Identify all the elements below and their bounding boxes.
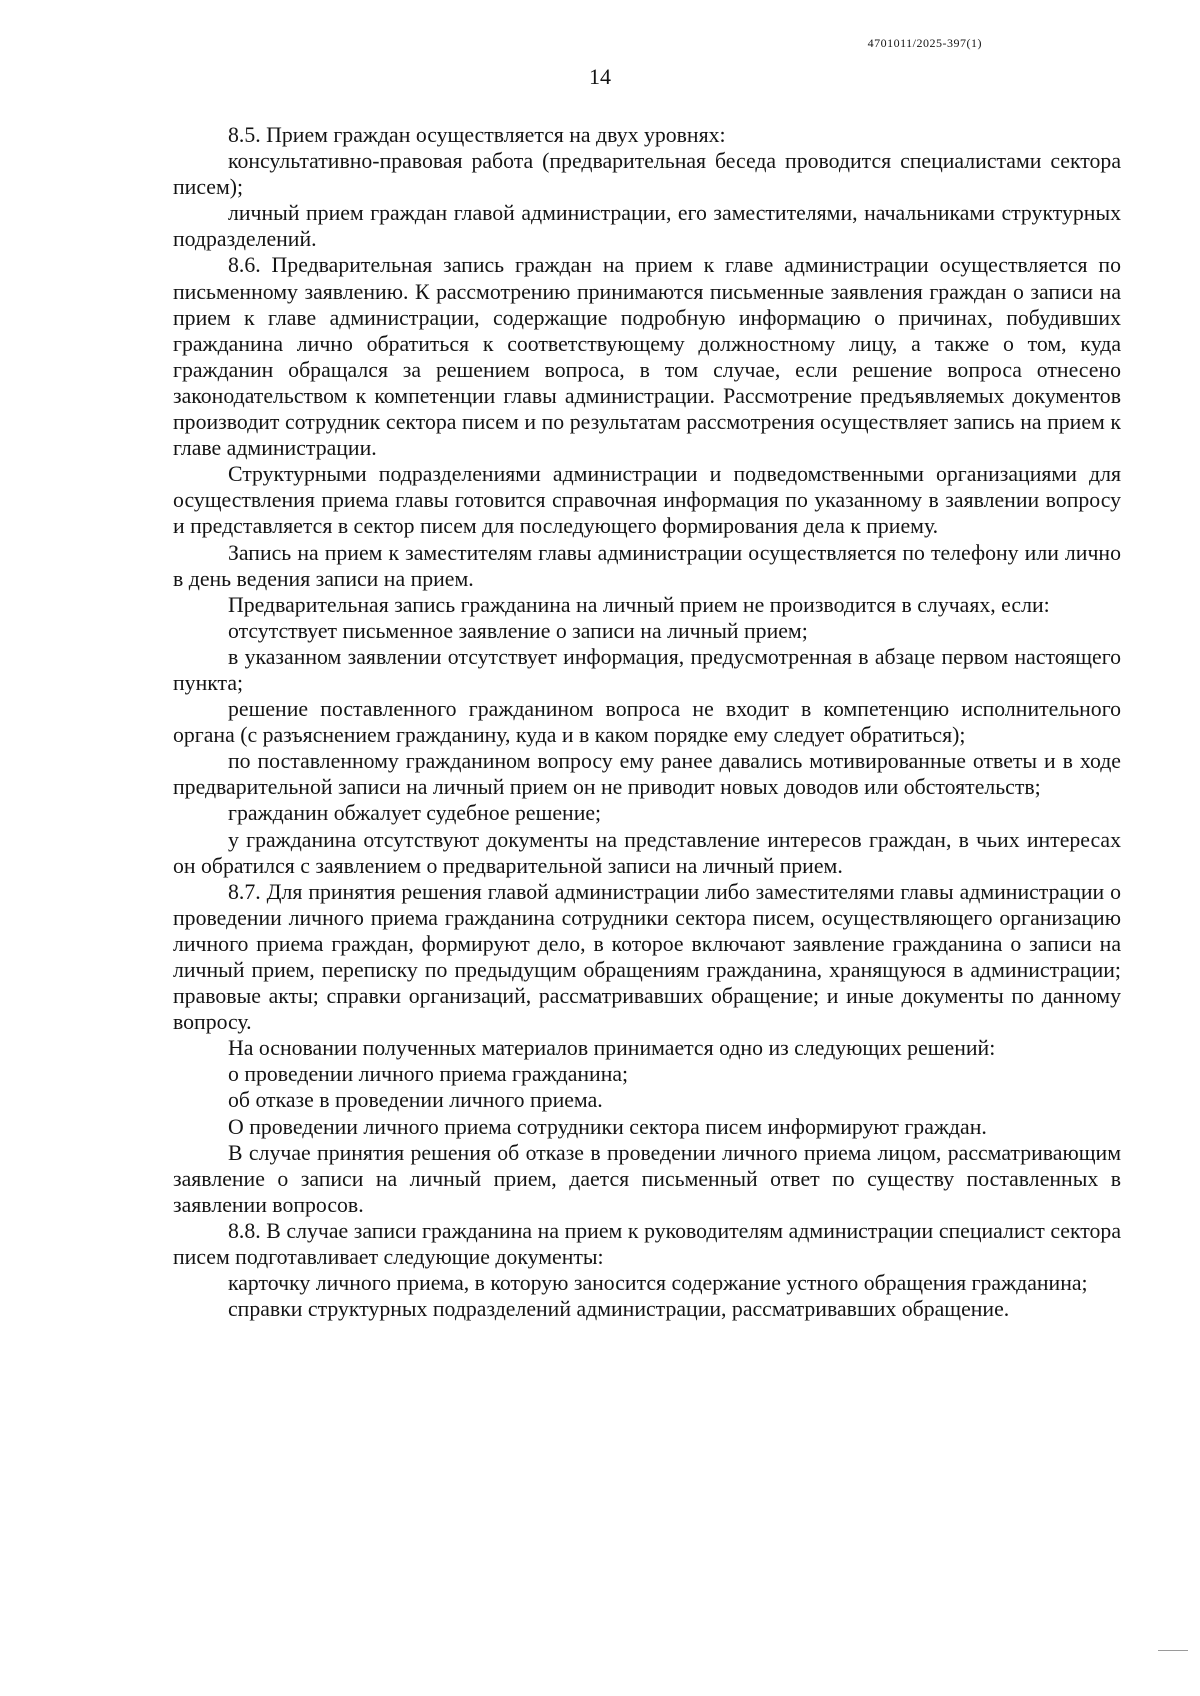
paragraph-refusal-cases: Предварительная запись гражданина на личный прием не производится в случаях, если: [228,592,1050,617]
paragraph-deputy-appointment: Запись на прием к заместителям главы администрации осуществляется по телефону или лично в день ведения записи на прием. [173,540,1121,591]
paragraph-reference-info: Структурными подразделениями администрации и подведомственными организациями для осуществления приема главы готовится справочная информация по указанному в заявлении вопросу и представляется в сектор писем для последующего формирования дела к приему. [173,462,1121,539]
paragraph-refusal-answer: В случае принятия решения об отказе в проведении личного приема лицом, рассматривающим заявление о записи на личный прием, дается письменный ответ по существу поставленных в заявлении вопросов. [173,1140,1121,1217]
page-edge-mark [1158,1650,1188,1651]
paragraph-8-5: 8.5. Прием граждан осуществляется на двух уровнях: [228,123,726,147]
paragraph-8-6: 8.6. Предварительная запись граждан на прием к главе администрации осуществляется по письменному заявлению. К рассмотрению принимаются письменные заявления граждан о записи на прием к главе администрации, содержащие подробную информацию о причинах, побудивших гражданина лично обратиться к соответствующему должностному лицу, а также о том, куда гражданин обращался за решением вопроса, в том случае, если решение вопроса отнесено законодательством к компетенции главы администрации. Рассмотрение предъявляемых документов производит сотрудник сектора писем и по результатам рассмотрения осуществляет запись на прием к главе администрации. [173,253,1121,461]
list-item-missing-info: в указанном заявлении отсутствует информация, предусмотренная в абзаце первом настоящего пункта; [173,644,1121,695]
list-item-department-reports: справки структурных подразделений администрации, рассматривавших обращение. [228,1297,1010,1322]
paragraph-personal-reception-level: личный прием граждан главой администрации, его заместителями, начальниками структурных подразделений. [173,201,1121,252]
list-item-no-authority-docs: у гражданина отсутствуют документы на представление интересов граждан, в чьих интересах он обратился с заявлением о предварительной записи на личный прием. [173,827,1121,878]
list-item-not-competent: решение поставленного гражданином вопроса не входит в компетенцию исполнительного органа (с разъяснением гражданину, куда и в каком порядке ему следует обратиться); [173,697,1121,748]
list-item-refuse-reception: об отказе в проведении личного приема. [228,1088,603,1113]
paragraph-inform-citizens: О проведении личного приема сотрудники сектора писем информируют граждан. [228,1114,987,1139]
list-item-court-decision: гражданин обжалует судебное решение; [228,801,602,826]
list-item-repeated-question: по поставленному гражданином вопросу ему ранее давались мотивированные ответы и в ходе предварительной записи на личный прием он не приводит новых доводов или обстоятельств; [173,749,1121,800]
list-item-conduct-reception: о проведении личного приема гражданина; [228,1062,629,1087]
paragraph-8-7: 8.7. Для принятия решения главой администрации либо заместителями главы администрации о проведении личного приема гражданина сотрудники сектора писем, осуществляющего организацию личного приема граждан, формируют дело, в которое включают заявление гражданина о записи на личный прием, переписку по предыдущим обращениям гражданина, хранящуюся в администрации; правовые акты; справки организаций, рассматривавших обращение; и иные документы по данному вопросу. [173,879,1121,1035]
list-item-reception-card: карточку личного приема, в которую заносится содержание устного обращения гражданина; [228,1271,1088,1296]
document-registration-number: 4701011/2025-397(1) [867,36,982,50]
paragraph-8-8: 8.8. В случае записи гражданина на прием к руководителям администрации специалист сектора писем подготавливает следующие документы: [173,1218,1121,1270]
paragraph-consultation-level: консультативно-правовая работа (предварительная беседа проводится специалистами сектора писем); [173,149,1121,200]
list-item-no-application: отсутствует письменное заявление о записи на личный прием; [228,618,808,643]
page-number: 14 [589,64,611,89]
document-body [173,122,1121,1322]
paragraph-decisions-intro: На основании полученных материалов принимается одно из следующих решений: [228,1036,996,1061]
